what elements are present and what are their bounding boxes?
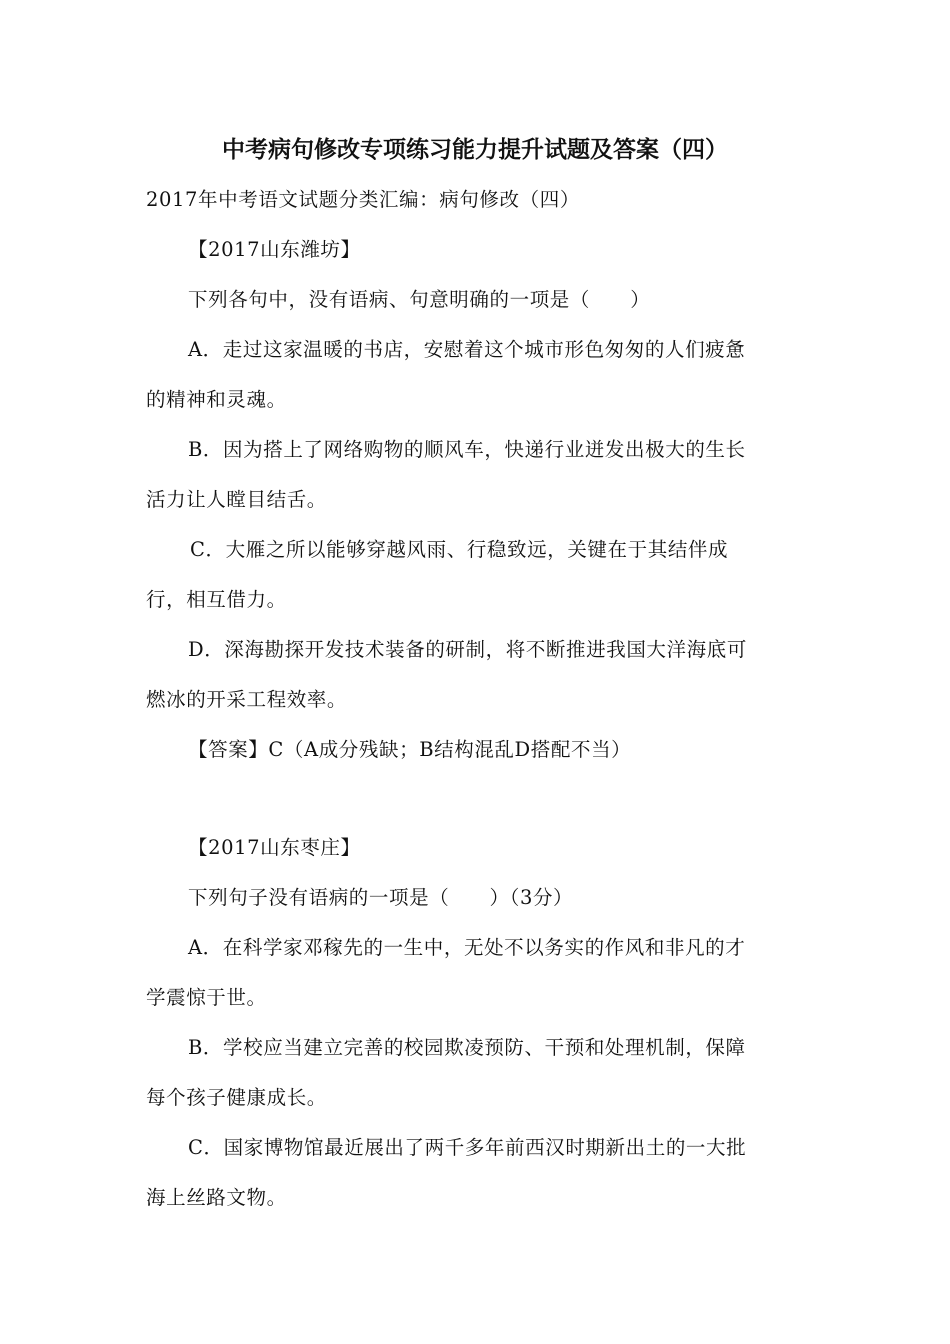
option-b-line2: 每个孩子健康成长。 [146,1086,327,1109]
option-b-line2: 活力让人瞠目结舌。 [146,488,327,511]
option-a-line1: A．走过这家温暖的书店，安慰着这个城市形色匆匆的人们疲惫 [188,338,746,361]
document-subtitle: 2017年中考语文试题分类汇编：病句修改（四） [146,188,580,211]
question-stem: 下列各句中，没有语病、句意明确的一项是（ ） [188,288,651,311]
question-stem: 下列句子没有语病的一项是（ ）（3分） [188,886,574,909]
section-source: 【2017山东潍坊】 [188,238,361,261]
option-c-line1: C．国家博物馆最近展出了两千多年前西汉时期新出土的一大批 [188,1136,747,1159]
option-d-line2: 燃冰的开采工程效率。 [146,688,348,711]
option-d-line1: D．深海勘探开发技术装备的研制，将不断推进我国大洋海底可 [188,638,747,661]
section-source: 【2017山东枣庄】 [188,836,361,859]
option-c-line2: 行，相互借力。 [146,588,287,611]
option-a-line1: A．在科学家邓稼先的一生中，无处不以务实的作风和非凡的才 [188,936,746,959]
option-c-line2: 海上丝路文物。 [146,1186,287,1209]
option-a-line2: 学震惊于世。 [146,986,267,1009]
answer-line: 【答案】C（A成分残缺；B结构混乱D搭配不当） [188,738,632,761]
option-c-line1: C．大雁之所以能够穿越风雨、行稳致远，关键在于其结伴成 [190,538,729,561]
document-title: 中考病句修改专项练习能力提升试题及答案（四） [222,137,728,163]
option-b-line1: B．学校应当建立完善的校园欺凌预防、干预和处理机制，保障 [188,1036,746,1059]
option-a-line2: 的精神和灵魂。 [146,388,287,411]
option-b-line1: B．因为搭上了网络购物的顺风车，快递行业迸发出极大的生长 [188,438,746,461]
